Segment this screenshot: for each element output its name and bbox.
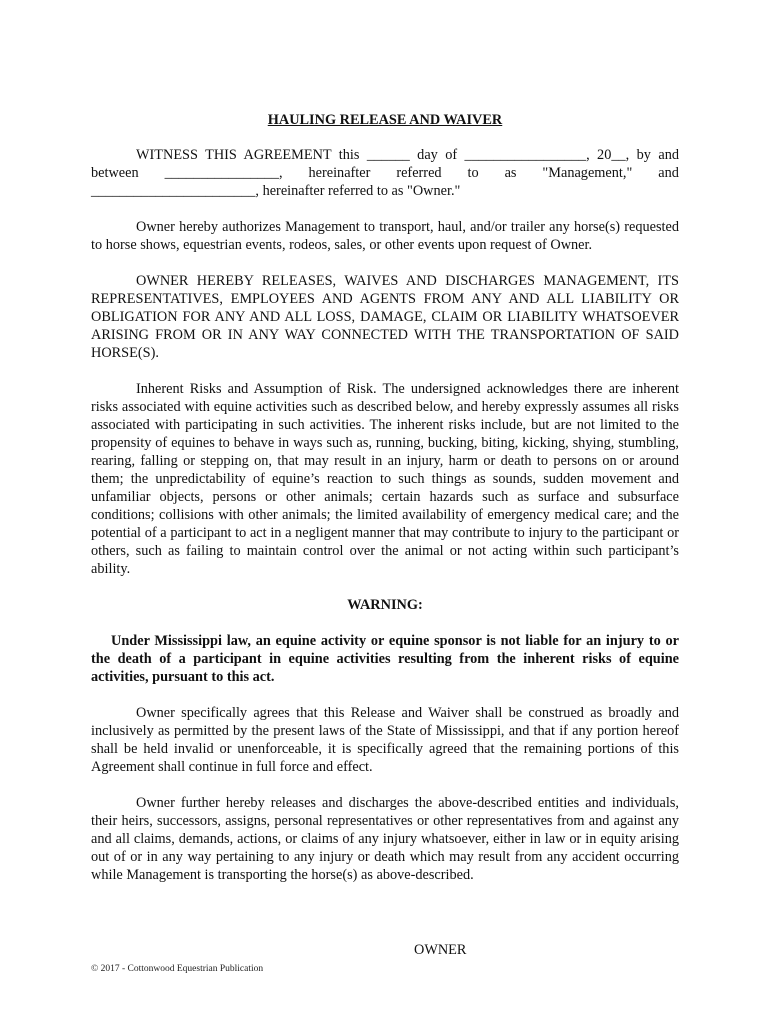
further-release-paragraph: Owner further hereby releases and discharges the above-described entities and individuals, their heirs, successors, assigns, personal representatives or other representatives from and against any and all claims, demands, actions, or claims of any injury whatsoever, either in law or in equity arising out of or in any way pertaining to any injury or death which may result from any accident occurring while Management is transporting the horse(s) as above-described. bbox=[91, 795, 679, 883]
copyright-footer: © 2017 - Cottonwood Equestrian Publication bbox=[91, 964, 264, 974]
witness-word: and bbox=[658, 165, 679, 181]
witness-word: hereinafter bbox=[308, 165, 371, 181]
witness-line-2 bbox=[91, 164, 679, 182]
inherent-risks-paragraph: Inherent Risks and Assumption of Risk. The undersigned acknowledges there are inherent risks associated with equine activities such as described below, and hereby expressly assumes all risks associated with participating in such activities. The inherent risks include, but are not limited to the propensity of equines to behave in ways such as, running, bucking, biting, kicking, shying, stumbling, rearing, falling or stepping on, that may result in an injury, harm or death to persons on or around them; the unpredictability of equine’s reaction to such things as sounds, sudden movement and unfamiliar objects, persons or other animals; certain hazards such as surface and subsurface conditions; collisions with other animals; the limited availability of emergency medical care; and the potential of a participant to act in a negligent manner that may contribute to injury to the participant or others, such as failing to maintain control over the animal or not acting within such participant’s ability. bbox=[91, 381, 679, 577]
document-title: HAULING RELEASE AND WAIVER bbox=[267, 112, 503, 128]
witness-clause bbox=[91, 146, 679, 200]
warning-heading: WARNING: bbox=[347, 597, 423, 613]
release-paragraph: OWNER HEREBY RELEASES, WAIVES AND DISCHARGES MANAGEMENT, ITS REPRESENTATIVES, EMPLOYEES AND AGENTS FROM ANY AND ALL LIABILITY OR OBLIGATION FOR ANY AND ALL LOSS, DAMAGE, CLAIM OR LIABILITY WHATSOEVER ARISING FROM OR IN ANY WAY CONNECTED WITH THE TRANSPORTATION OF SAID HORSE(S). bbox=[91, 273, 679, 361]
construed-paragraph: Owner specifically agrees that this Release and Waiver shall be construed as broadly and inclusively as permitted by the present laws of the State of Mississippi, and that if any portion hereof shall be held invalid or unenforceable, it is specifically agreed that the remaining portions of this Agreement shall continue in full force and effect. bbox=[91, 705, 679, 775]
witness-word: between bbox=[91, 165, 139, 181]
owner-signature-label: OWNER bbox=[414, 942, 467, 958]
witness-word: as bbox=[504, 165, 517, 181]
authorization-paragraph: Owner hereby authorizes Management to transport, haul, and/or trailer any horse(s) requested to horse shows, equestrian events, rodeos, sales, or other events upon request of Owner. bbox=[91, 219, 679, 253]
document-body bbox=[91, 111, 679, 884]
warning-text: Under Mississippi law, an equine activity or equine sponsor is not liable for an injury to or the death of a participant in equine activities resulting from the inherent risks of equine activities, pursuant to this act. bbox=[91, 633, 679, 685]
witness-line-3: _______________________, hereinafter referred to as "Owner." bbox=[91, 183, 461, 199]
witness-word: to bbox=[467, 165, 479, 181]
management-name-blank: ________________, bbox=[164, 165, 283, 181]
witness-word: "Management," bbox=[542, 165, 633, 181]
witness-line-1: WITNESS THIS AGREEMENT this ______ day of _________________, 20__, by and bbox=[136, 147, 679, 163]
witness-word: referred bbox=[396, 165, 442, 181]
